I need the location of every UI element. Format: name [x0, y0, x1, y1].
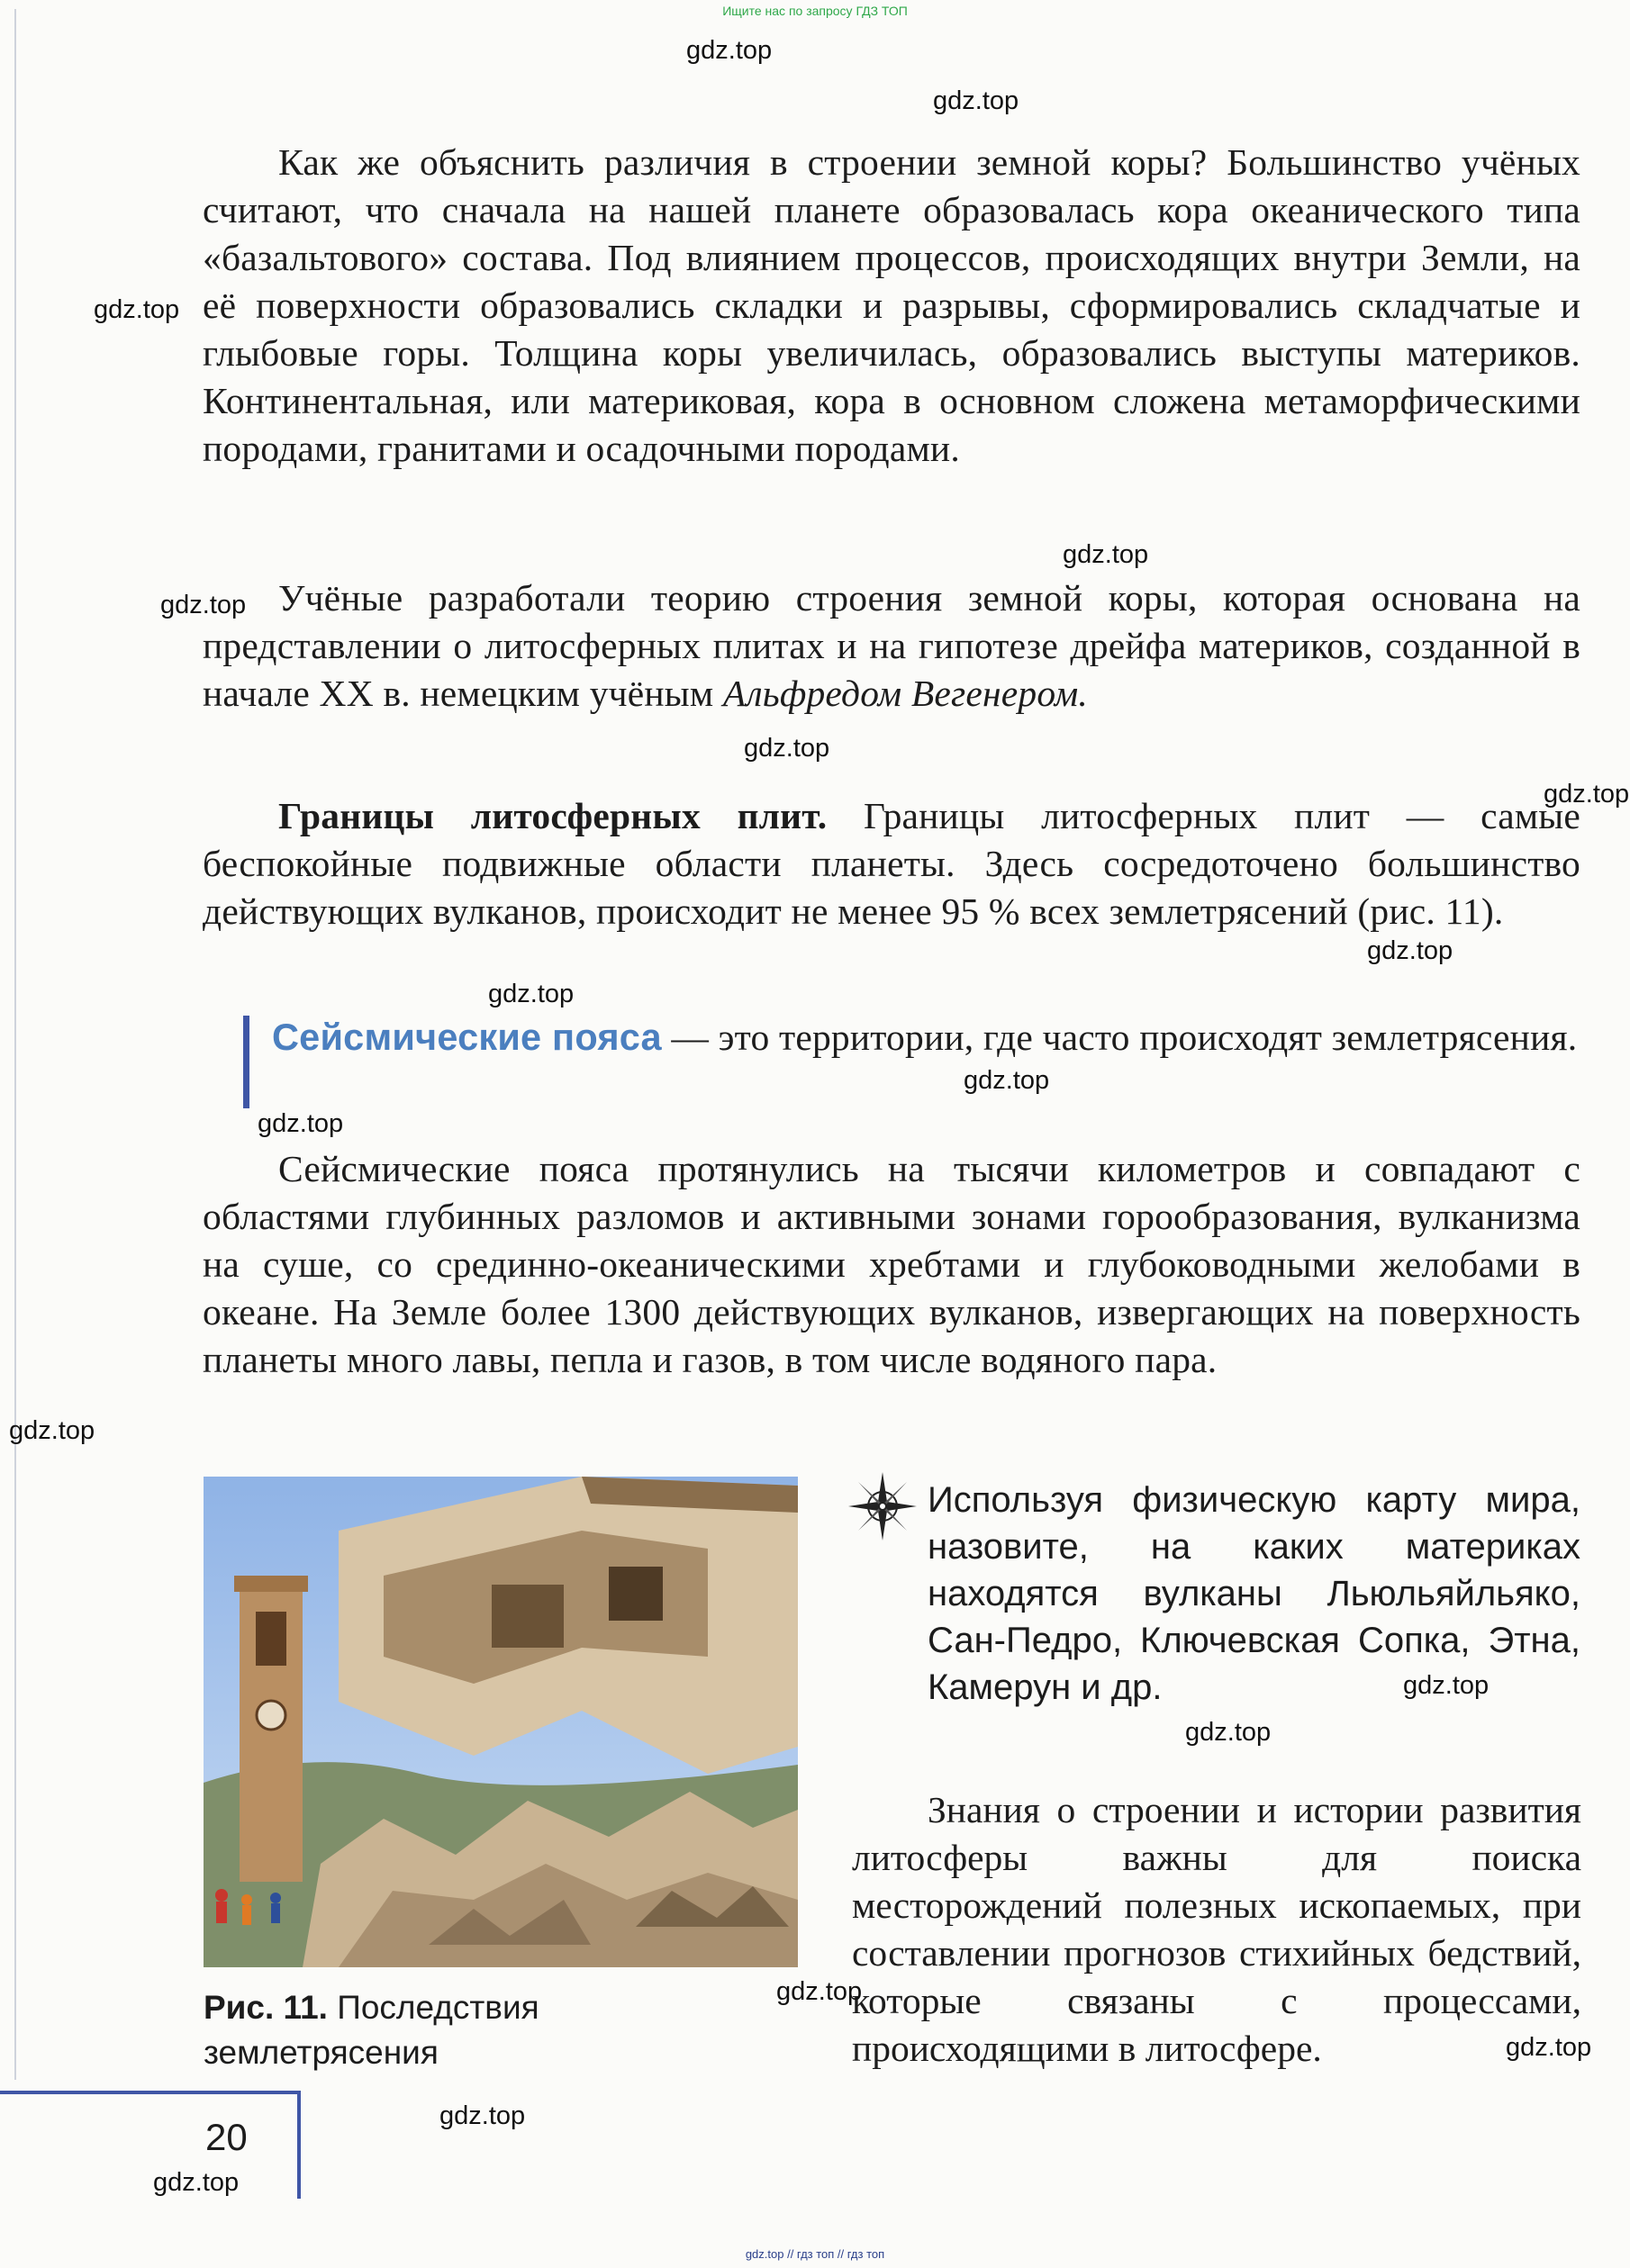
task-text: Используя физическую карту мира, назовите, на каких материках находятся вулканы Льюльяйльяко, Сан-Педро, Ключевская Сопка, Этна, Камерун и др. [928, 1480, 1580, 1707]
figure-caption [204, 1985, 672, 2075]
watermark: gdz.top [1367, 936, 1453, 965]
watermark: gdz.top [776, 1977, 863, 2006]
watermark: gdz.top [1506, 2033, 1592, 2062]
watermark: gdz.top [1185, 1718, 1272, 1747]
figure-caption-text: Последствия землетрясения [204, 1989, 539, 2071]
watermark: gdz.top [1544, 780, 1630, 809]
definition-term: Сейсмические пояса [272, 1016, 662, 1058]
plate-boundaries-heading: Границы литосферных плит. [278, 795, 828, 836]
page-number-frame [0, 2091, 301, 2199]
paragraph-plate-boundaries [203, 792, 1580, 935]
earthquake-photo [204, 1477, 798, 1967]
watermark: gdz.top [1063, 540, 1149, 569]
paragraph-seismic-belts: Сейсмические пояса протянулись на тысячи километров и совпадают с областями глубинных разломов и активными зонами горообразования, вулканизма на суше, со срединно-океаническими хребтами и глубоководными желобами в океане. На Земле более 1300 действующих вулканов, извергающих на поверхность планеты много лавы, пепла и газов, в том числе водяного пара. [203, 1148, 1580, 1380]
left-margin-rule [14, 9, 16, 2080]
paragraph-crust-origin: Как же объяснить различия в строении земной коры? Большинство учёных считают, что сначала на нашей планете образовалась кора океанического типа «базальтового» состава. Под влиянием процессов, происходящих внутри Земли, на её поверхности образовались складки и разрывы, сформировались складчатые и глыбовые горы. Толщина коры увеличилась, образовались выступы материков. Континентальная, или материковая, кора в основном сложена метаморфическими породами, гранитами и осадочными породами. [203, 141, 1580, 469]
page-frame-side-line [297, 2091, 301, 2199]
definition-block [272, 1013, 1580, 1062]
watermark: gdz.top [153, 2168, 240, 2197]
watermark: gdz.top [258, 1109, 344, 1138]
watermark: gdz.top [488, 980, 575, 1008]
page-frame-top-line [0, 2091, 301, 2094]
figure-label: Рис. 11. [204, 1989, 328, 2026]
watermark: gdz.top [9, 1416, 95, 1445]
watermark: gdz.top [439, 2101, 526, 2130]
definition-bar [243, 1016, 249, 1108]
watermark: gdz.top [160, 591, 247, 619]
top-note: Ищите нас по запросу ГДЗ ТОП [722, 4, 908, 18]
watermark: gdz.top [744, 734, 830, 763]
watermark: gdz.top [94, 295, 180, 324]
compass-rose-icon [847, 1470, 919, 1542]
page-number: 20 [205, 2116, 248, 2158]
watermark: gdz.top [686, 36, 773, 65]
theory-text: Учёные разработали теорию строения земной коры, которая основана на представлении о литосферных плитах и на гипотезе дрейфа материков, созданной в начале XX в. немецким учёным [203, 577, 1580, 714]
bottom-note: gdz.top // гдз топ // гдз топ [745, 2247, 885, 2261]
watermark: gdz.top [964, 1066, 1050, 1095]
wegener-name: Альфредом Вегенером. [722, 673, 1089, 714]
watermark: gdz.top [1403, 1671, 1490, 1700]
paragraph-theory [203, 574, 1580, 718]
definition-text: — это территории, где часто происходят землетрясения. [661, 1017, 1578, 1058]
watermark: gdz.top [933, 86, 1019, 115]
plate-boundaries-text: Границы литосферных плит — самые беспокойные подвижные области планеты. Здесь сосредоточено большинство действующих вулканов, происходит не менее 95 % всех землетрясений (рис. 11). [203, 795, 1581, 932]
paragraph-lithosphere-knowledge: Знания о строении и истории развития литосферы важны для поиска месторождений полезных ископаемых, при составлении прогнозов стихийных бедствий, которые связаны с процессами, происходящими в литосфере. [852, 1788, 1581, 2069]
